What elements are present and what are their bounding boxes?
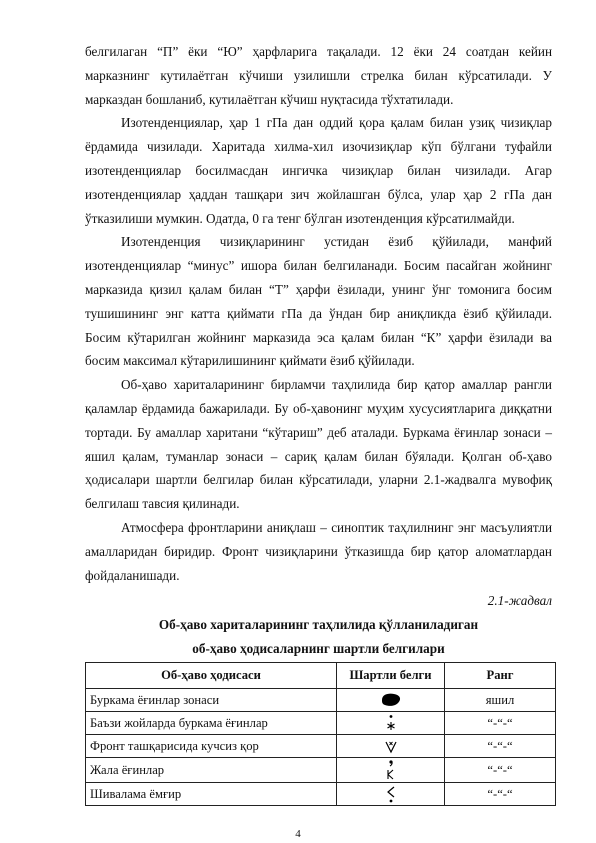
row-name: Буркама ёғинлар зонаси: [86, 689, 337, 712]
row-color: яшил: [445, 689, 556, 712]
header-color: Ранг: [445, 663, 556, 689]
table-row: [86, 689, 556, 712]
paragraph-3: Изотенденция чизиқларининг устидан ёзиб қўйилади, манфий изотенденциялар “минус” ишора билан белгиланади. Босим пасайган жойнинг марказида қизил қалам билан “Т” ҳарфи ёзилади, унинг ўнг томонига босим тушишининг энг катта қиймати гПа да ўндан бир аниқликда ёзиб қўйилади. Босим кўтарилган жойнинг марказида эса қалам билан “К” ҳарфи ёзилади ва босим максимал кўтарилишининг қиймати ёзиб қўйилади.: [85, 234, 552, 369]
filled-blob-icon: [379, 691, 403, 709]
table-header-row: [86, 663, 556, 689]
comma-and-k-icon: [382, 759, 400, 781]
row-color: “-“-“: [445, 712, 556, 735]
page-number: 4: [295, 828, 301, 840]
table-row: [86, 758, 556, 783]
row-name: Баъзи жойларда буркама ёғинлар: [86, 712, 337, 735]
paragraph-2: Изотенденциялар, ҳар 1 гПа дан оддий қора қалам билан узиқ чизиқлар ёрдамида чизилади. Харитада хилма-хил изочизиқлар кўп бўлгани туфайли изотенденциялар босилмасдан ингичка чизиқлар билан чизилади. Агар изотенденциялар ҳаддан ташқари зич жойлашган бўлса, улар ҳар 2 гПа дан ўтказилиши мумкин. Одатда, 0 га тенг бўлган изотенденция кўрсатилмайди.: [85, 115, 552, 226]
page-content: [85, 40, 552, 806]
row-symbol: [337, 712, 445, 735]
row-symbol: [337, 758, 445, 783]
table-row: [86, 783, 556, 806]
paragraph-4: Об-ҳаво хариталарининг бирламчи таҳлилида бир қатор амаллар рангли қаламлар ёрдамида бажарилади. Бу об-ҳавонинг муҳим хусусиятларига диққатни тортади. Бу амаллар харитани “кўтариш” деб аталади. Буркама ёғинлар зонаси – яшил қалам, туманлар зонаси – сариқ қалам билан бўялади. Қолган об-ҳаво ҳодисалари шартли белгилар билан кўрсатилади, уларни 2.1-жадвалга мувофиқ белгилаш тавсия қилинади.: [85, 377, 552, 512]
row-name: Жала ёғинлар: [86, 758, 337, 783]
row-color: “-“-“: [445, 783, 556, 806]
paragraph-5: Атмосфера фронтларини аниқлаш – синоптик таҳлилнинг энг масъулиятли амалларидан биридир. Фронт чизиқларини ўтказишда бир қатор аломатлардан фойдаланишади.: [85, 519, 552, 583]
row-color: “-“-“: [445, 758, 556, 783]
table-title-line-1: Об-ҳаво хариталарининг таҳлилида қўлланиладиган: [158, 617, 479, 633]
paragraph-1: белгилаган “П” ёки “Ю” ҳарфларига тақалади. 12 ёки 24 соатдан кейин марказнинг кутилаётган кўчиши узилишли стрелка билан кўрсатилади. У марказдан бошланиб, кутилаётган кўчиш нуқтасида тўхтатилади.: [85, 44, 552, 107]
snow-v-icon: [382, 737, 400, 755]
table-row: [86, 712, 556, 735]
header-phenomenon: Об-ҳаво ҳодисаси: [86, 663, 337, 689]
dot-and-star-icon: [381, 713, 401, 733]
header-symbol: Шартли белги: [337, 663, 445, 689]
row-symbol: [337, 689, 445, 712]
symbols-table: [85, 662, 556, 806]
row-symbol: [337, 735, 445, 758]
row-name: Фронт ташқарисида кучсиз қор: [86, 735, 337, 758]
table-title-line-2: об-ҳаво ҳодисаларнинг шартли белгилари: [192, 641, 445, 657]
table-label: 2.1-жадвал: [487, 593, 552, 609]
row-color: “-“-“: [445, 735, 556, 758]
table-row: [86, 735, 556, 758]
row-name: Шивалама ёмғир: [86, 783, 337, 806]
angle-and-drizzle-icon: [382, 784, 400, 804]
row-symbol: [337, 783, 445, 806]
